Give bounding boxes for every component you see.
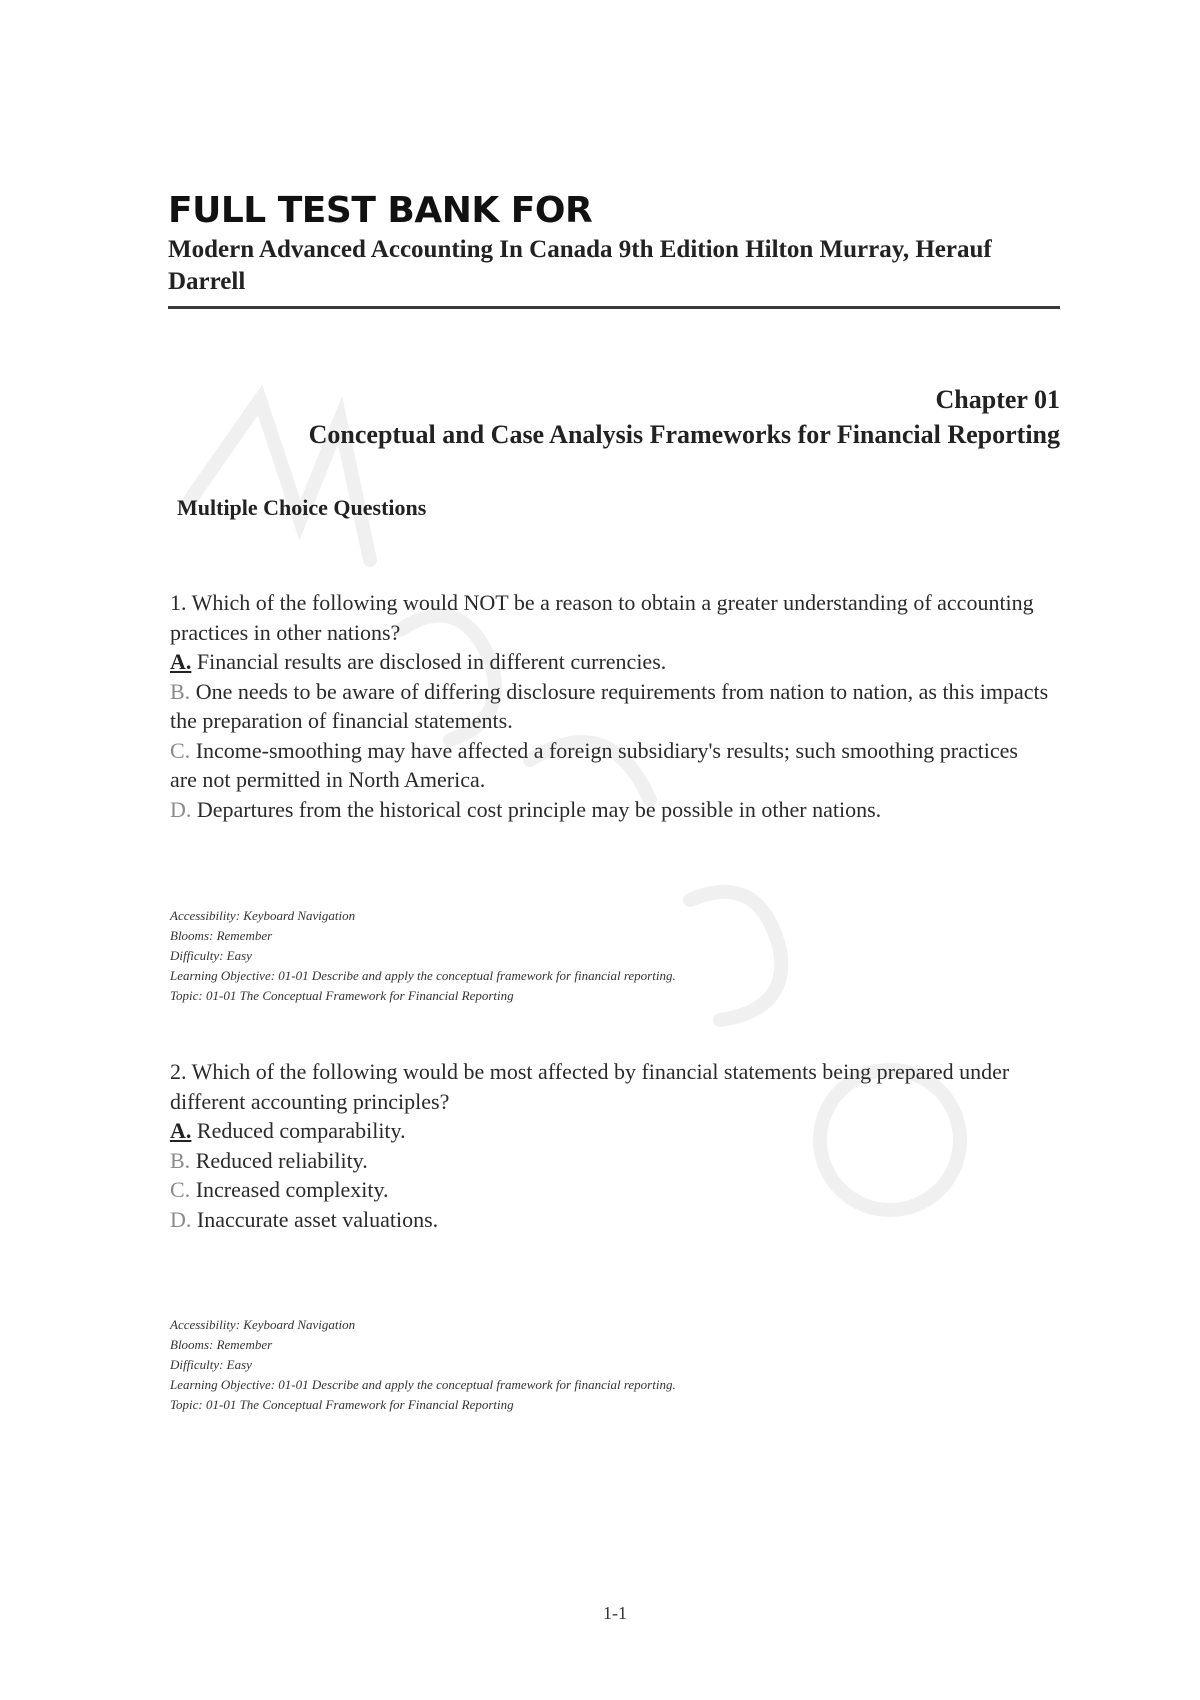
answer-option-b <box>170 677 1050 736</box>
answer-option-d <box>170 1205 1050 1235</box>
meta-difficulty: Difficulty: Easy <box>170 948 252 963</box>
question-stem: 2. Which of the following would be most affected by financial statements being prepared under different accounting principles? <box>170 1059 1010 1114</box>
option-letter: C. <box>170 1177 191 1202</box>
option-text: Inaccurate asset valuations. <box>191 1206 439 1232</box>
option-text: Reduced comparability. <box>191 1118 406 1143</box>
option-letter: B. <box>170 678 191 704</box>
option-text: Departures from the historical cost principle may be possible in other nations. <box>191 796 882 822</box>
section-heading: Multiple Choice Questions <box>177 495 427 520</box>
answer-option-a <box>170 1116 1050 1146</box>
page-number: 1-1 <box>603 1603 627 1623</box>
banner-divider <box>168 306 1060 309</box>
chapter-label: Chapter 01 <box>935 385 1060 414</box>
answer-option-a <box>170 647 1050 677</box>
option-text: Income-smoothing may have affected a foreign subsidiary's results; such smoothing practices are not permitted in North America. <box>170 737 1018 792</box>
option-text: Financial results are disclosed in different currencies. <box>191 649 667 674</box>
answer-option-c <box>170 736 1050 795</box>
meta-accessibility: Accessibility: Keyboard Navigation <box>170 1317 356 1332</box>
question-1-metadata <box>170 906 676 1006</box>
chapter-title: Conceptual and Case Analysis Frameworks for Financial Reporting <box>308 420 1060 449</box>
document-banner <box>168 190 1060 309</box>
answer-option-b <box>170 1146 1050 1176</box>
meta-blooms: Blooms: Remember <box>170 928 273 943</box>
option-text: One needs to be aware of differing disclosure requirements from nation to nation, as this impacts the preparation of financial statements. <box>170 678 1049 733</box>
meta-blooms: Blooms: Remember <box>170 1337 273 1352</box>
option-text: Increased complexity. <box>190 1177 389 1202</box>
banner-subtitle: Modern Advanced Accounting In Canada 9th Edition Hilton Murray, Herauf Darrell <box>168 236 992 295</box>
meta-difficulty: Difficulty: Easy <box>170 1357 252 1372</box>
meta-accessibility: Accessibility: Keyboard Navigation <box>170 908 356 923</box>
question-stem: 1. Which of the following would NOT be a reason to obtain a greater understanding of accounting practices in other nations? <box>170 590 1034 645</box>
option-letter: C. <box>170 737 191 763</box>
option-letter: D. <box>170 1206 192 1232</box>
banner-title: FULL TEST BANK FOR <box>168 190 593 231</box>
option-letter-correct: A. <box>170 649 192 674</box>
question-2 <box>170 1057 1050 1234</box>
answer-option-d <box>170 795 1050 825</box>
option-letter-correct: A. <box>170 1118 192 1143</box>
answer-option-c <box>170 1175 1050 1205</box>
question-1 <box>170 588 1050 824</box>
option-text: Reduced reliability. <box>190 1147 368 1173</box>
option-letter: D. <box>170 796 192 822</box>
meta-learning-objective: Learning Objective: 01-01 Describe and apply the conceptual framework for financial reporting. <box>170 1377 676 1392</box>
meta-topic: Topic: 01-01 The Conceptual Framework for Financial Reporting <box>170 988 514 1003</box>
meta-topic: Topic: 01-01 The Conceptual Framework for Financial Reporting <box>170 1397 514 1412</box>
chapter-heading <box>309 382 1060 452</box>
question-2-metadata <box>170 1315 676 1415</box>
option-letter: B. <box>170 1147 191 1173</box>
meta-learning-objective: Learning Objective: 01-01 Describe and apply the conceptual framework for financial reporting. <box>170 968 676 983</box>
